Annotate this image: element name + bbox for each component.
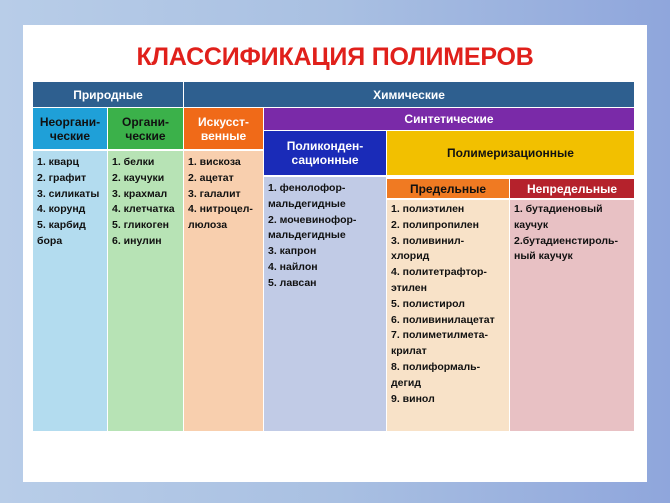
list-item: 3. силикаты <box>37 187 100 200</box>
list-item: 2. полипропилен <box>391 218 479 231</box>
polymerization-header <box>387 131 634 175</box>
saturated-header <box>387 179 509 198</box>
list-item: 3. капрон <box>268 245 317 258</box>
polycondensation-list <box>264 177 386 431</box>
list-item: 7. полиметилмета- <box>391 329 488 342</box>
list-item: 5. полистирол <box>391 297 465 310</box>
list-item: мальдегидные <box>268 229 346 242</box>
list-item: 1. полиэтилен <box>391 203 465 215</box>
saturated-list <box>387 200 509 431</box>
list-item: 5. гликоген <box>112 219 169 232</box>
natural-header-label: Природные <box>73 87 143 102</box>
list-item: 3. галалит <box>188 187 241 200</box>
organic-header-line2: ческие <box>125 128 166 143</box>
list-item: 6. инулин <box>112 234 162 247</box>
polycondensation-header <box>264 131 386 175</box>
list-item: 1. вискоза <box>188 156 241 168</box>
list-item: дегид <box>391 376 421 389</box>
list-item: каучук <box>514 218 549 231</box>
artificial-header-line2: венные <box>200 128 247 143</box>
list-item: 8. полиформаль- <box>391 360 481 373</box>
artificial-header-line1: Искусст- <box>198 114 249 129</box>
unsaturated-header <box>510 179 634 198</box>
list-item: 1. белки <box>112 156 155 168</box>
list-item: 6. поливинилацетат <box>391 313 495 326</box>
list-item: 2. ацетат <box>188 171 234 184</box>
page-title: КЛАССИФИКАЦИЯ ПОЛИМЕРОВ <box>136 43 534 71</box>
list-item: 3. поливинил- <box>391 234 465 247</box>
list-item: бора <box>37 234 63 247</box>
inorganic-header <box>33 108 107 149</box>
inorganic-header-line2: ческие <box>49 128 91 143</box>
list-item: 2. каучуки <box>112 171 165 184</box>
list-item: 2. мочевинофор- <box>268 213 357 226</box>
inorganic-list <box>33 151 107 431</box>
unsaturated-list <box>510 200 634 431</box>
list-item: 4. клетчатка <box>112 203 175 216</box>
polycondensation-header-line2: сационные <box>291 153 359 167</box>
synthetic-header-label: Синтетические <box>404 112 494 126</box>
list-item: 1. кварц <box>37 156 79 168</box>
polycondensation-header-line1: Поликонден- <box>286 139 364 153</box>
saturated-header-label: Предельные <box>409 181 487 196</box>
natural-header <box>33 82 183 107</box>
list-item: крилат <box>391 345 427 358</box>
polymerization-header-label: Полимеризационные <box>447 146 574 160</box>
list-item: 1. фенолофор- <box>268 182 346 194</box>
list-item: 2. графит <box>37 171 87 184</box>
unsaturated-header-label: Непредельные <box>526 181 618 196</box>
list-item: 4. корунд <box>37 203 86 216</box>
organic-list <box>108 151 183 431</box>
chemical-header <box>184 82 634 107</box>
synthetic-header <box>264 108 634 130</box>
list-item: 2.бутадиенстироль- <box>514 234 618 247</box>
list-item: 5. лавсан <box>268 276 317 289</box>
list-item: хлорид <box>391 250 430 263</box>
list-item: 4. найлон <box>268 260 318 273</box>
list-item: 1. бутадиеновый <box>514 203 603 215</box>
list-item: этилен <box>391 281 427 294</box>
list-item: 5. карбид <box>37 219 86 232</box>
list-item: 4. политетрафтор- <box>391 266 487 279</box>
list-item: мальдегидные <box>268 197 346 210</box>
artificial-list <box>184 151 263 431</box>
list-item: люлоза <box>188 219 228 232</box>
list-item: 3. крахмал <box>112 187 168 200</box>
inorganic-header-line1: Неоргани- <box>39 114 101 129</box>
artificial-header <box>184 108 263 149</box>
list-item: 4. нитроцел- <box>188 203 253 216</box>
organic-header-line1: Органи- <box>122 114 169 129</box>
chemical-header-label: Химические <box>373 87 445 102</box>
list-item: 9. винол <box>391 392 435 405</box>
slide <box>23 25 647 482</box>
list-item: ный каучук <box>514 250 573 263</box>
organic-header <box>108 108 183 149</box>
